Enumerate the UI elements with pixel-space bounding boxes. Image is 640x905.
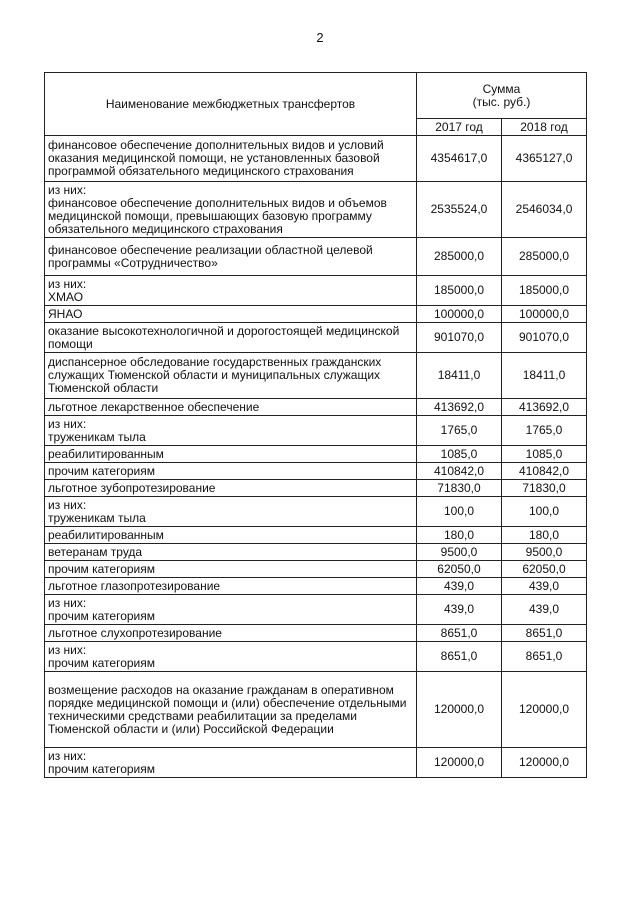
row-value-2017: 185000,0 xyxy=(417,276,502,306)
page-number: 2 xyxy=(316,30,324,45)
row-name: из них: финансовое обеспечение дополнительных видов и объемов медицинской помощи, превышающих базовую программу обязательного медицинского страхования xyxy=(45,182,417,238)
table-row xyxy=(45,480,587,497)
table-row xyxy=(45,182,587,238)
row-name: финансовое обеспечение реализации областной целевой программы «Сотрудничество» xyxy=(45,238,417,276)
row-name: прочим категориям xyxy=(45,463,417,480)
row-value-2018: 18411,0 xyxy=(502,353,587,399)
row-name: диспансерное обследование государственных гражданских служащих Тюменской области и муниципальных служащих Тюменской области xyxy=(45,353,417,399)
header-year-2017: 2017 год xyxy=(417,119,502,136)
row-value-2018: 180,0 xyxy=(502,527,587,544)
row-value-2018: 439,0 xyxy=(502,578,587,595)
row-value-2017: 1765,0 xyxy=(417,416,502,446)
row-value-2017: 2535524,0 xyxy=(417,182,502,238)
table-row xyxy=(45,463,587,480)
row-value-2017: 439,0 xyxy=(417,578,502,595)
row-value-2018: 71830,0 xyxy=(502,480,587,497)
row-name: ЯНАО xyxy=(45,306,417,323)
row-value-2018: 8651,0 xyxy=(502,642,587,672)
row-value-2017: 18411,0 xyxy=(417,353,502,399)
table-row xyxy=(45,527,587,544)
row-value-2017: 62050,0 xyxy=(417,561,502,578)
row-name: льготное глазопротезирование xyxy=(45,578,417,595)
table-row xyxy=(45,276,587,306)
row-value-2018: 185000,0 xyxy=(502,276,587,306)
row-value-2017: 180,0 xyxy=(417,527,502,544)
row-value-2017: 100,0 xyxy=(417,497,502,527)
row-value-2018: 62050,0 xyxy=(502,561,587,578)
row-name: возмещение расходов на оказание гражданам в оперативном порядке медицинской помощи и (или) обеспечение отдельными техническими средствами реабилитации за пределами Тюменской области и (или) Российской Федерации xyxy=(45,672,417,748)
transfers-table xyxy=(44,72,587,778)
row-value-2018: 9500,0 xyxy=(502,544,587,561)
table-row xyxy=(45,497,587,527)
row-value-2017: 120000,0 xyxy=(417,748,502,778)
header-name-column: Наименование межбюджетных трансфертов xyxy=(45,73,417,136)
row-value-2018: 285000,0 xyxy=(502,238,587,276)
row-name: из них: труженикам тыла xyxy=(45,416,417,446)
row-value-2018: 1765,0 xyxy=(502,416,587,446)
header-year-2018: 2018 год xyxy=(502,119,587,136)
row-name: льготное слухопротезирование xyxy=(45,625,417,642)
row-value-2018: 2546034,0 xyxy=(502,182,587,238)
row-name: из них: прочим категориям xyxy=(45,642,417,672)
row-value-2017: 9500,0 xyxy=(417,544,502,561)
row-value-2017: 413692,0 xyxy=(417,399,502,416)
row-name: из них: ХМАО xyxy=(45,276,417,306)
row-name: ветеранам труда xyxy=(45,544,417,561)
header-sum xyxy=(417,73,587,119)
row-name: льготное лекарственное обеспечение xyxy=(45,399,417,416)
row-value-2018: 1085,0 xyxy=(502,446,587,463)
table-row xyxy=(45,561,587,578)
row-value-2017: 100000,0 xyxy=(417,306,502,323)
table-row xyxy=(45,672,587,748)
table-row xyxy=(45,416,587,446)
table-row xyxy=(45,625,587,642)
row-value-2017: 901070,0 xyxy=(417,323,502,353)
row-name: реабилитированным xyxy=(45,446,417,463)
row-value-2018: 100000,0 xyxy=(502,306,587,323)
table-row xyxy=(45,306,587,323)
table-row xyxy=(45,238,587,276)
row-name: льготное зубопротезирование xyxy=(45,480,417,497)
header-sum-title: Сумма xyxy=(482,81,521,96)
row-value-2017: 8651,0 xyxy=(417,625,502,642)
table-row xyxy=(45,446,587,463)
table-row xyxy=(45,595,587,625)
row-value-2018: 100,0 xyxy=(502,497,587,527)
row-value-2017: 4354617,0 xyxy=(417,136,502,182)
table-row xyxy=(45,544,587,561)
row-name: из них: труженикам тыла xyxy=(45,497,417,527)
header-sum-unit: (тыс. руб.) xyxy=(472,94,531,109)
row-value-2018: 4365127,0 xyxy=(502,136,587,182)
table-body xyxy=(45,136,587,778)
table-row xyxy=(45,748,587,778)
row-value-2018: 120000,0 xyxy=(502,748,587,778)
table-row xyxy=(45,323,587,353)
row-value-2018: 413692,0 xyxy=(502,399,587,416)
table-row xyxy=(45,136,587,182)
row-name: прочим категориям xyxy=(45,561,417,578)
row-value-2018: 8651,0 xyxy=(502,625,587,642)
row-name: оказание высокотехнологичной и дорогостоящей медицинской помощи xyxy=(45,323,417,353)
table-row xyxy=(45,642,587,672)
row-value-2017: 1085,0 xyxy=(417,446,502,463)
row-value-2017: 8651,0 xyxy=(417,642,502,672)
row-value-2017: 71830,0 xyxy=(417,480,502,497)
row-name: финансовое обеспечение дополнительных видов и условий оказания медицинской помощи, не установленных базовой программой обязательного медицинского страхования xyxy=(45,136,417,182)
row-value-2017: 120000,0 xyxy=(417,672,502,748)
row-name: из них: прочим категориям xyxy=(45,748,417,778)
row-value-2018: 439,0 xyxy=(502,595,587,625)
row-name: реабилитированным xyxy=(45,527,417,544)
row-value-2018: 120000,0 xyxy=(502,672,587,748)
row-value-2017: 410842,0 xyxy=(417,463,502,480)
row-name: из них: прочим категориям xyxy=(45,595,417,625)
row-value-2018: 901070,0 xyxy=(502,323,587,353)
row-value-2018: 410842,0 xyxy=(502,463,587,480)
table-row xyxy=(45,399,587,416)
table-row xyxy=(45,578,587,595)
row-value-2017: 439,0 xyxy=(417,595,502,625)
row-value-2017: 285000,0 xyxy=(417,238,502,276)
table-row xyxy=(45,353,587,399)
